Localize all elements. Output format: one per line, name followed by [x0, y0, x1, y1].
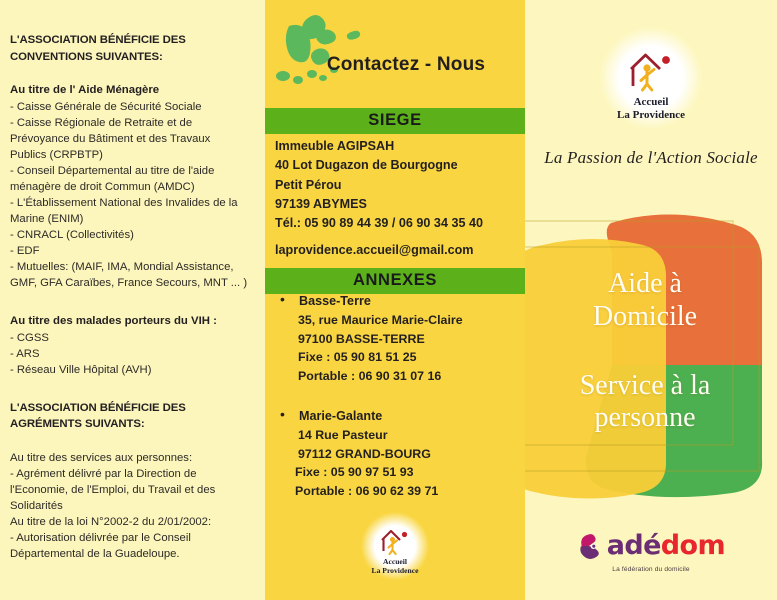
contact-title: Contactez - Nous: [326, 54, 486, 75]
logo-line-2: La Providence: [371, 566, 419, 575]
logo-line-2: La Providence: [617, 109, 685, 121]
aide-menagere-item: - Conseil Départemental au titre de l'aide ménagère de droit Commun (AMDC): [10, 164, 215, 193]
aide-menagere-title: Au titre de l' Aide Ménagère: [10, 84, 160, 97]
siege-address-line: Immeuble AGIPSAH: [275, 139, 395, 153]
vih-title: Au titre des malades porteurs du VIH :: [10, 314, 217, 327]
adedom-logo-row: [577, 528, 725, 562]
art-line-4: personne: [594, 402, 696, 434]
email-address[interactable]: laprovidence.accueil@gmail.com: [275, 243, 474, 257]
adedom-part-b: dom: [660, 529, 725, 561]
annex-portable: Portable : 06 90 62 39 71: [295, 484, 439, 499]
list-item: [295, 292, 519, 385]
agrements-line-2: - Autorisation délivrée par le Conseil Départemental de la Guadeloupe.: [10, 531, 191, 560]
annex-fixe: Fixe : 05 90 81 51 25: [298, 350, 417, 365]
annex-name: • Basse-Terre: [299, 294, 371, 308]
vih-item: - CGSS: [10, 331, 49, 344]
adedom-mark-icon: [577, 528, 607, 562]
art-line-2: Domicile: [592, 300, 698, 332]
annex-name: • Marie-Galante: [299, 409, 383, 424]
art-line-1: Aide à: [608, 268, 682, 299]
vih-item: - Réseau Ville Hôpital (AVH): [10, 363, 152, 376]
accueil-la-providence-logo: [598, 25, 704, 131]
annexes-section-header: ANNEXES: [265, 268, 525, 294]
siege-phone-line: Tél.: 05 90 89 44 39 / 06 90 34 35 40: [275, 216, 483, 231]
list-item: [295, 407, 519, 500]
annexes-list: [265, 292, 519, 523]
agrements-line-1: - Agrément délivré par la Direction de l'Economie, de l'Emploi, du Travail et des Solidarités: [10, 467, 216, 512]
annex-fixe: Fixe : 05 90 97 51 93: [295, 465, 414, 480]
accueil-la-providence-logo: [359, 510, 431, 582]
vih-item: - ARS: [10, 347, 40, 360]
aide-menagere-item: - L'Établissement National des Invalides de la Marine (ENIM): [10, 196, 238, 225]
conventions-heading: L'ASSOCIATION BÉNÉFICIE DES CONVENTIONS SUIVANTES:: [10, 34, 186, 63]
aide-menagere-item: - EDF: [10, 244, 40, 257]
annex-portable: Portable : 06 90 31 07 16: [298, 368, 442, 383]
siege-address-block: [275, 137, 517, 233]
left-panel: [0, 0, 265, 600]
agrements-heading: L'ASSOCIATION BÉNÉFICIE DES AGRÉMENTS SUIVANTS:: [10, 401, 186, 431]
aide-menagere-item: - Mutuelles: (MAIF, IMA, Mondial Assistance, GMF, GFA Caraïbes, France Secours, MNT ... ): [10, 260, 248, 289]
annex-city: 97112 GRAND-BOURG: [298, 446, 431, 461]
adedom-logo: [577, 528, 725, 582]
services-text: [525, 268, 765, 435]
aide-menagere-item: - Caisse Régionale de Retraite et de Prévoyance du Bâtiment et des Travaux Publics (CRPBTP): [10, 116, 211, 161]
siege-address-line: Petit Pérou: [275, 177, 342, 192]
agrements-loi: Au titre de la loi N°2002-2 du 2/01/2002:: [10, 515, 212, 528]
art-line-3: Service à la: [579, 369, 711, 401]
logo-line-1: Accueil: [633, 96, 669, 108]
right-panel: [525, 0, 777, 600]
logo-line-1: Accueil: [382, 557, 408, 566]
agrements-intro: Au titre des services aux personnes:: [10, 451, 193, 464]
annex-street: 35, rue Maurice Marie-Claire: [298, 312, 463, 327]
adedom-part-a: adé: [606, 529, 661, 561]
siege-section-header: SIEGE: [265, 108, 525, 134]
aide-menagere-item: - CNRACL (Collectivités): [10, 228, 134, 241]
siege-address-line: 40 Lot Dugazon de Bourgogne: [275, 158, 458, 173]
brand-tagline: La Passion de l'Action Sociale: [544, 148, 758, 167]
annex-street: 14 Rue Pasteur: [298, 428, 388, 443]
annex-city: 97100 BASSE-TERRE: [298, 331, 425, 346]
aide-menagere-item: - Caisse Générale de Sécurité Sociale: [10, 100, 202, 113]
adedom-wordmark: [606, 529, 725, 561]
siege-address-line: 97139 ABYMES: [275, 196, 367, 211]
middle-panel: [265, 0, 525, 600]
adedom-tagline: La fédération du domicile: [612, 566, 690, 573]
